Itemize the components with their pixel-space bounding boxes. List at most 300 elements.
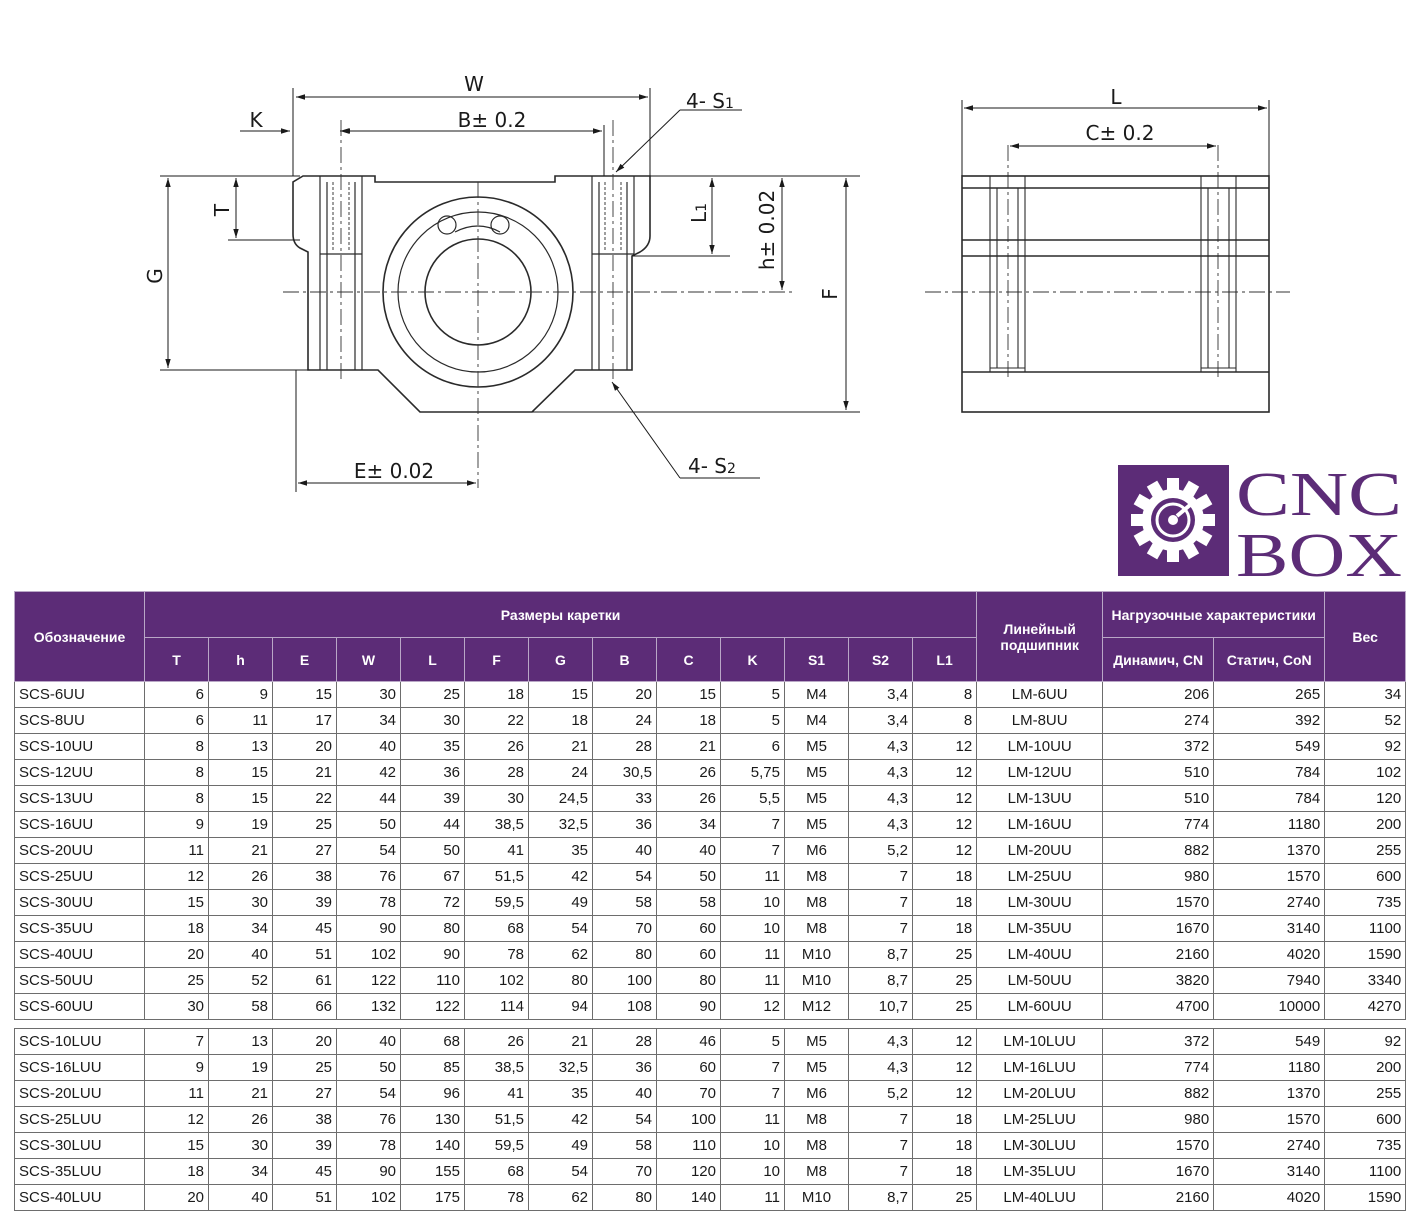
table-row bbox=[15, 734, 1406, 760]
bearing-cell: LM-16UU bbox=[977, 812, 1103, 838]
value-cell: 40 bbox=[593, 1081, 657, 1107]
value-cell: 12 bbox=[913, 1081, 977, 1107]
value-cell: 49 bbox=[529, 890, 593, 916]
value-cell: 12 bbox=[913, 734, 977, 760]
designation-cell: SCS-10LUU bbox=[15, 1029, 145, 1055]
value-cell: 774 bbox=[1103, 812, 1214, 838]
value-cell: 28 bbox=[593, 734, 657, 760]
value-cell: 78 bbox=[465, 942, 529, 968]
front-view bbox=[293, 176, 650, 412]
value-cell: 18 bbox=[145, 916, 209, 942]
header-dynamic: Динамич, CN bbox=[1103, 638, 1214, 682]
table-separator bbox=[15, 1020, 1406, 1029]
value-cell: 78 bbox=[337, 1133, 401, 1159]
value-cell: 20 bbox=[273, 734, 337, 760]
label-h: h± 0.02 bbox=[755, 189, 779, 271]
header-dim-e: E bbox=[273, 638, 337, 682]
value-cell: 10,7 bbox=[849, 994, 913, 1020]
value-cell: 26 bbox=[209, 864, 273, 890]
value-cell: 11 bbox=[721, 942, 785, 968]
label-e: E± 0.02 bbox=[353, 459, 435, 483]
value-cell: 7 bbox=[849, 1159, 913, 1185]
value-cell: 52 bbox=[209, 968, 273, 994]
value-cell: 7 bbox=[849, 890, 913, 916]
value-cell: 39 bbox=[273, 890, 337, 916]
bearing-cell: LM-10LUU bbox=[977, 1029, 1103, 1055]
table-row bbox=[15, 1133, 1406, 1159]
value-cell: 122 bbox=[337, 968, 401, 994]
value-cell: M12 bbox=[785, 994, 849, 1020]
value-cell: 30 bbox=[209, 890, 273, 916]
value-cell: M5 bbox=[785, 734, 849, 760]
value-cell: 549 bbox=[1214, 734, 1325, 760]
value-cell: 2740 bbox=[1214, 890, 1325, 916]
value-cell: 7 bbox=[849, 1133, 913, 1159]
designation-cell: SCS-25UU bbox=[15, 864, 145, 890]
label-c: C± 0.2 bbox=[1085, 121, 1155, 145]
value-cell: M8 bbox=[785, 916, 849, 942]
value-cell: 40 bbox=[209, 1185, 273, 1211]
value-cell: 15 bbox=[529, 682, 593, 708]
value-cell: 5 bbox=[721, 682, 785, 708]
value-cell: 60 bbox=[657, 942, 721, 968]
table-row bbox=[15, 916, 1406, 942]
designation-cell: SCS-25LUU bbox=[15, 1107, 145, 1133]
value-cell: 12 bbox=[145, 864, 209, 890]
value-cell: 76 bbox=[337, 1107, 401, 1133]
label-s2: 4- S2 bbox=[688, 454, 736, 478]
value-cell: 980 bbox=[1103, 1107, 1214, 1133]
value-cell: 8,7 bbox=[849, 1185, 913, 1211]
value-cell: 60 bbox=[657, 1055, 721, 1081]
value-cell: 4020 bbox=[1214, 1185, 1325, 1211]
value-cell: 70 bbox=[593, 916, 657, 942]
label-w: W bbox=[464, 72, 484, 96]
value-cell: 13 bbox=[209, 1029, 273, 1055]
value-cell: 8 bbox=[145, 734, 209, 760]
value-cell: 510 bbox=[1103, 786, 1214, 812]
value-cell: 102 bbox=[337, 1185, 401, 1211]
value-cell: 12 bbox=[913, 1055, 977, 1081]
value-cell: 372 bbox=[1103, 734, 1214, 760]
value-cell: 51,5 bbox=[465, 1107, 529, 1133]
value-cell: 11 bbox=[145, 838, 209, 864]
value-cell: M10 bbox=[785, 1185, 849, 1211]
header-dim-l1: L1 bbox=[913, 638, 977, 682]
header-dim-t: T bbox=[145, 638, 209, 682]
table-row bbox=[15, 812, 1406, 838]
bearing-cell: LM-25UU bbox=[977, 864, 1103, 890]
header-weight: Вес bbox=[1325, 592, 1406, 682]
cnc-box-logo bbox=[1118, 465, 1408, 580]
value-cell: 6 bbox=[721, 734, 785, 760]
value-cell: 25 bbox=[401, 682, 465, 708]
value-cell: 108 bbox=[593, 994, 657, 1020]
value-cell: 22 bbox=[273, 786, 337, 812]
value-cell: 1570 bbox=[1103, 1133, 1214, 1159]
value-cell: 36 bbox=[593, 1055, 657, 1081]
value-cell: 140 bbox=[657, 1185, 721, 1211]
value-cell: 12 bbox=[913, 786, 977, 812]
header-dim-w: W bbox=[337, 638, 401, 682]
value-cell: 25 bbox=[913, 994, 977, 1020]
value-cell: 392 bbox=[1214, 708, 1325, 734]
value-cell: 58 bbox=[593, 890, 657, 916]
value-cell: 34 bbox=[337, 708, 401, 734]
value-cell: 18 bbox=[913, 864, 977, 890]
value-cell: 28 bbox=[465, 760, 529, 786]
value-cell: 130 bbox=[401, 1107, 465, 1133]
value-cell: 40 bbox=[337, 734, 401, 760]
header-static: Статич, CoN bbox=[1214, 638, 1325, 682]
value-cell: 90 bbox=[401, 942, 465, 968]
value-cell: 44 bbox=[337, 786, 401, 812]
value-cell: 132 bbox=[337, 994, 401, 1020]
value-cell: 12 bbox=[913, 838, 977, 864]
value-cell: 7 bbox=[721, 838, 785, 864]
value-cell: 61 bbox=[273, 968, 337, 994]
value-cell: M8 bbox=[785, 1107, 849, 1133]
value-cell: 7 bbox=[721, 812, 785, 838]
designation-cell: SCS-35LUU bbox=[15, 1159, 145, 1185]
value-cell: 175 bbox=[401, 1185, 465, 1211]
value-cell: 68 bbox=[465, 1159, 529, 1185]
value-cell: 11 bbox=[721, 864, 785, 890]
header-dim-l: L bbox=[401, 638, 465, 682]
value-cell: 1590 bbox=[1325, 1185, 1406, 1211]
label-l: L bbox=[1110, 85, 1122, 109]
value-cell: 60 bbox=[657, 916, 721, 942]
value-cell: 20 bbox=[145, 942, 209, 968]
label-k: K bbox=[249, 108, 263, 132]
table-row bbox=[15, 1081, 1406, 1107]
table-row bbox=[15, 1029, 1406, 1055]
value-cell: 200 bbox=[1325, 812, 1406, 838]
value-cell: 1100 bbox=[1325, 916, 1406, 942]
value-cell: 21 bbox=[273, 760, 337, 786]
value-cell: 4,3 bbox=[849, 786, 913, 812]
value-cell: 3340 bbox=[1325, 968, 1406, 994]
value-cell: 735 bbox=[1325, 1133, 1406, 1159]
value-cell: 76 bbox=[337, 864, 401, 890]
table-row bbox=[15, 1055, 1406, 1081]
bearing-cell: LM-20LUU bbox=[977, 1081, 1103, 1107]
value-cell: 15 bbox=[209, 760, 273, 786]
value-cell: 33 bbox=[593, 786, 657, 812]
value-cell: 10 bbox=[721, 890, 785, 916]
value-cell: 35 bbox=[529, 838, 593, 864]
designation-cell: SCS-6UU bbox=[15, 682, 145, 708]
value-cell: 15 bbox=[145, 890, 209, 916]
value-cell: M5 bbox=[785, 1029, 849, 1055]
header-bearing: Линейный подшипник bbox=[977, 592, 1103, 682]
value-cell: 78 bbox=[337, 890, 401, 916]
value-cell: M5 bbox=[785, 760, 849, 786]
value-cell: 255 bbox=[1325, 838, 1406, 864]
table-row bbox=[15, 760, 1406, 786]
value-cell: 17 bbox=[273, 708, 337, 734]
value-cell: 49 bbox=[529, 1133, 593, 1159]
label-s1: 4- S1 bbox=[686, 89, 734, 113]
value-cell: 12 bbox=[913, 760, 977, 786]
value-cell: 510 bbox=[1103, 760, 1214, 786]
table-row bbox=[15, 682, 1406, 708]
value-cell: 120 bbox=[657, 1159, 721, 1185]
bearing-cell: LM-35UU bbox=[977, 916, 1103, 942]
designation-cell: SCS-35UU bbox=[15, 916, 145, 942]
value-cell: 59,5 bbox=[465, 890, 529, 916]
value-cell: 45 bbox=[273, 1159, 337, 1185]
value-cell: 22 bbox=[465, 708, 529, 734]
value-cell: 27 bbox=[273, 838, 337, 864]
designation-cell: SCS-8UU bbox=[15, 708, 145, 734]
value-cell: 50 bbox=[657, 864, 721, 890]
header-dim-f: F bbox=[465, 638, 529, 682]
value-cell: 600 bbox=[1325, 864, 1406, 890]
dimension-lines-front bbox=[160, 88, 860, 492]
header-dim-s2: S2 bbox=[849, 638, 913, 682]
value-cell: 32,5 bbox=[529, 812, 593, 838]
value-cell: M5 bbox=[785, 812, 849, 838]
value-cell: 32,5 bbox=[529, 1055, 593, 1081]
value-cell: 90 bbox=[337, 916, 401, 942]
value-cell: 51 bbox=[273, 1185, 337, 1211]
value-cell: 735 bbox=[1325, 890, 1406, 916]
header-dim-h: h bbox=[209, 638, 273, 682]
value-cell: 1670 bbox=[1103, 916, 1214, 942]
value-cell: 80 bbox=[401, 916, 465, 942]
value-cell: 39 bbox=[401, 786, 465, 812]
value-cell: 11 bbox=[145, 1081, 209, 1107]
value-cell: 40 bbox=[593, 838, 657, 864]
value-cell: M8 bbox=[785, 890, 849, 916]
value-cell: 38 bbox=[273, 864, 337, 890]
value-cell: 19 bbox=[209, 812, 273, 838]
value-cell: 8 bbox=[145, 786, 209, 812]
header-dim-s1: S1 bbox=[785, 638, 849, 682]
value-cell: 18 bbox=[913, 1133, 977, 1159]
value-cell: 21 bbox=[529, 734, 593, 760]
table-row bbox=[15, 838, 1406, 864]
value-cell: 5 bbox=[721, 1029, 785, 1055]
bearing-cell: LM-8UU bbox=[977, 708, 1103, 734]
value-cell: 4,3 bbox=[849, 1029, 913, 1055]
value-cell: 50 bbox=[401, 838, 465, 864]
value-cell: 1570 bbox=[1214, 864, 1325, 890]
value-cell: 26 bbox=[657, 786, 721, 812]
value-cell: 15 bbox=[657, 682, 721, 708]
value-cell: 25 bbox=[913, 942, 977, 968]
value-cell: 90 bbox=[657, 994, 721, 1020]
header-dim-c: C bbox=[657, 638, 721, 682]
label-f: F bbox=[818, 288, 842, 300]
value-cell: 5,75 bbox=[721, 760, 785, 786]
value-cell: 30 bbox=[337, 682, 401, 708]
value-cell: 774 bbox=[1103, 1055, 1214, 1081]
value-cell: 54 bbox=[337, 838, 401, 864]
value-cell: 26 bbox=[465, 1029, 529, 1055]
value-cell: 59,5 bbox=[465, 1133, 529, 1159]
value-cell: 255 bbox=[1325, 1081, 1406, 1107]
value-cell: M4 bbox=[785, 682, 849, 708]
designation-cell: SCS-12UU bbox=[15, 760, 145, 786]
value-cell: 1180 bbox=[1214, 1055, 1325, 1081]
bearing-cell: LM-35LUU bbox=[977, 1159, 1103, 1185]
value-cell: 8 bbox=[145, 760, 209, 786]
value-cell: 20 bbox=[273, 1029, 337, 1055]
value-cell: 26 bbox=[209, 1107, 273, 1133]
table-row bbox=[15, 890, 1406, 916]
value-cell: 46 bbox=[657, 1029, 721, 1055]
value-cell: 30,5 bbox=[593, 760, 657, 786]
value-cell: 62 bbox=[529, 1185, 593, 1211]
value-cell: 9 bbox=[209, 682, 273, 708]
bearing-cell: LM-10UU bbox=[977, 734, 1103, 760]
value-cell: 18 bbox=[913, 916, 977, 942]
value-cell: 7 bbox=[849, 864, 913, 890]
bearing-cell: LM-25LUU bbox=[977, 1107, 1103, 1133]
value-cell: 42 bbox=[529, 864, 593, 890]
value-cell: 30 bbox=[145, 994, 209, 1020]
value-cell: 50 bbox=[337, 812, 401, 838]
value-cell: 114 bbox=[465, 994, 529, 1020]
value-cell: 44 bbox=[401, 812, 465, 838]
value-cell: 8,7 bbox=[849, 942, 913, 968]
label-b: B± 0.2 bbox=[457, 108, 527, 132]
value-cell: 7 bbox=[849, 916, 913, 942]
value-cell: 784 bbox=[1214, 760, 1325, 786]
value-cell: 102 bbox=[465, 968, 529, 994]
value-cell: 120 bbox=[1325, 786, 1406, 812]
designation-cell: SCS-40LUU bbox=[15, 1185, 145, 1211]
value-cell: 40 bbox=[337, 1029, 401, 1055]
bearing-cell: LM-12UU bbox=[977, 760, 1103, 786]
value-cell: 24 bbox=[593, 708, 657, 734]
value-cell: 1370 bbox=[1214, 838, 1325, 864]
value-cell: 90 bbox=[337, 1159, 401, 1185]
header-dim-b: B bbox=[593, 638, 657, 682]
value-cell: 54 bbox=[593, 1107, 657, 1133]
value-cell: 58 bbox=[209, 994, 273, 1020]
designation-cell: SCS-40UU bbox=[15, 942, 145, 968]
value-cell: 80 bbox=[657, 968, 721, 994]
designation-cell: SCS-16LUU bbox=[15, 1055, 145, 1081]
bearing-cell: LM-13UU bbox=[977, 786, 1103, 812]
value-cell: 80 bbox=[529, 968, 593, 994]
value-cell: 11 bbox=[209, 708, 273, 734]
value-cell: 3140 bbox=[1214, 1159, 1325, 1185]
designation-cell: SCS-50UU bbox=[15, 968, 145, 994]
bearing-cell: LM-40LUU bbox=[977, 1185, 1103, 1211]
value-cell: 11 bbox=[721, 968, 785, 994]
value-cell: 7 bbox=[721, 1055, 785, 1081]
value-cell: 11 bbox=[721, 1185, 785, 1211]
table-row bbox=[15, 708, 1406, 734]
value-cell: 18 bbox=[465, 682, 529, 708]
value-cell: 980 bbox=[1103, 864, 1214, 890]
designation-cell: SCS-30UU bbox=[15, 890, 145, 916]
value-cell: 38,5 bbox=[465, 1055, 529, 1081]
value-cell: 4020 bbox=[1214, 942, 1325, 968]
value-cell: M6 bbox=[785, 1081, 849, 1107]
value-cell: 26 bbox=[657, 760, 721, 786]
value-cell: 50 bbox=[337, 1055, 401, 1081]
header-dim-g: G bbox=[529, 638, 593, 682]
value-cell: 7 bbox=[721, 1081, 785, 1107]
value-cell: 24 bbox=[529, 760, 593, 786]
value-cell: 25 bbox=[273, 1055, 337, 1081]
value-cell: 21 bbox=[657, 734, 721, 760]
value-cell: 18 bbox=[529, 708, 593, 734]
value-cell: 20 bbox=[145, 1185, 209, 1211]
value-cell: 30 bbox=[401, 708, 465, 734]
header-dim-k: K bbox=[721, 638, 785, 682]
value-cell: 94 bbox=[529, 994, 593, 1020]
value-cell: 34 bbox=[209, 916, 273, 942]
designation-cell: SCS-20UU bbox=[15, 838, 145, 864]
value-cell: M8 bbox=[785, 864, 849, 890]
value-cell: 7940 bbox=[1214, 968, 1325, 994]
bearing-cell: LM-16LUU bbox=[977, 1055, 1103, 1081]
value-cell: 62 bbox=[529, 942, 593, 968]
value-cell: 92 bbox=[1325, 1029, 1406, 1055]
logo-text-cnc: CNC bbox=[1236, 465, 1402, 529]
value-cell: 67 bbox=[401, 864, 465, 890]
value-cell: 882 bbox=[1103, 838, 1214, 864]
designation-cell: SCS-10UU bbox=[15, 734, 145, 760]
value-cell: 25 bbox=[273, 812, 337, 838]
value-cell: 36 bbox=[593, 812, 657, 838]
table-row bbox=[15, 1185, 1406, 1211]
value-cell: 25 bbox=[913, 968, 977, 994]
value-cell: 34 bbox=[209, 1159, 273, 1185]
value-cell: 10 bbox=[721, 1133, 785, 1159]
value-cell: 25 bbox=[145, 968, 209, 994]
value-cell: 8,7 bbox=[849, 968, 913, 994]
value-cell: 12 bbox=[145, 1107, 209, 1133]
value-cell: 54 bbox=[529, 916, 593, 942]
value-cell: 92 bbox=[1325, 734, 1406, 760]
designation-cell: SCS-20LUU bbox=[15, 1081, 145, 1107]
value-cell: 15 bbox=[273, 682, 337, 708]
value-cell: 24,5 bbox=[529, 786, 593, 812]
value-cell: 600 bbox=[1325, 1107, 1406, 1133]
value-cell: 100 bbox=[593, 968, 657, 994]
value-cell: 36 bbox=[401, 760, 465, 786]
value-cell: 54 bbox=[529, 1159, 593, 1185]
designation-cell: SCS-16UU bbox=[15, 812, 145, 838]
value-cell: 8 bbox=[913, 708, 977, 734]
value-cell: 5 bbox=[721, 708, 785, 734]
value-cell: 3,4 bbox=[849, 682, 913, 708]
value-cell: 70 bbox=[657, 1081, 721, 1107]
value-cell: 122 bbox=[401, 994, 465, 1020]
value-cell: M10 bbox=[785, 968, 849, 994]
header-dimensions: Размеры каретки bbox=[145, 592, 977, 638]
value-cell: 1370 bbox=[1214, 1081, 1325, 1107]
value-cell: 80 bbox=[593, 942, 657, 968]
bearing-cell: LM-30UU bbox=[977, 890, 1103, 916]
value-cell: 35 bbox=[529, 1081, 593, 1107]
value-cell: 110 bbox=[657, 1133, 721, 1159]
value-cell: 4,3 bbox=[849, 734, 913, 760]
value-cell: 28 bbox=[593, 1029, 657, 1055]
value-cell: 34 bbox=[657, 812, 721, 838]
value-cell: 30 bbox=[465, 786, 529, 812]
table-row bbox=[15, 1107, 1406, 1133]
value-cell: 8 bbox=[913, 682, 977, 708]
value-cell: 15 bbox=[209, 786, 273, 812]
